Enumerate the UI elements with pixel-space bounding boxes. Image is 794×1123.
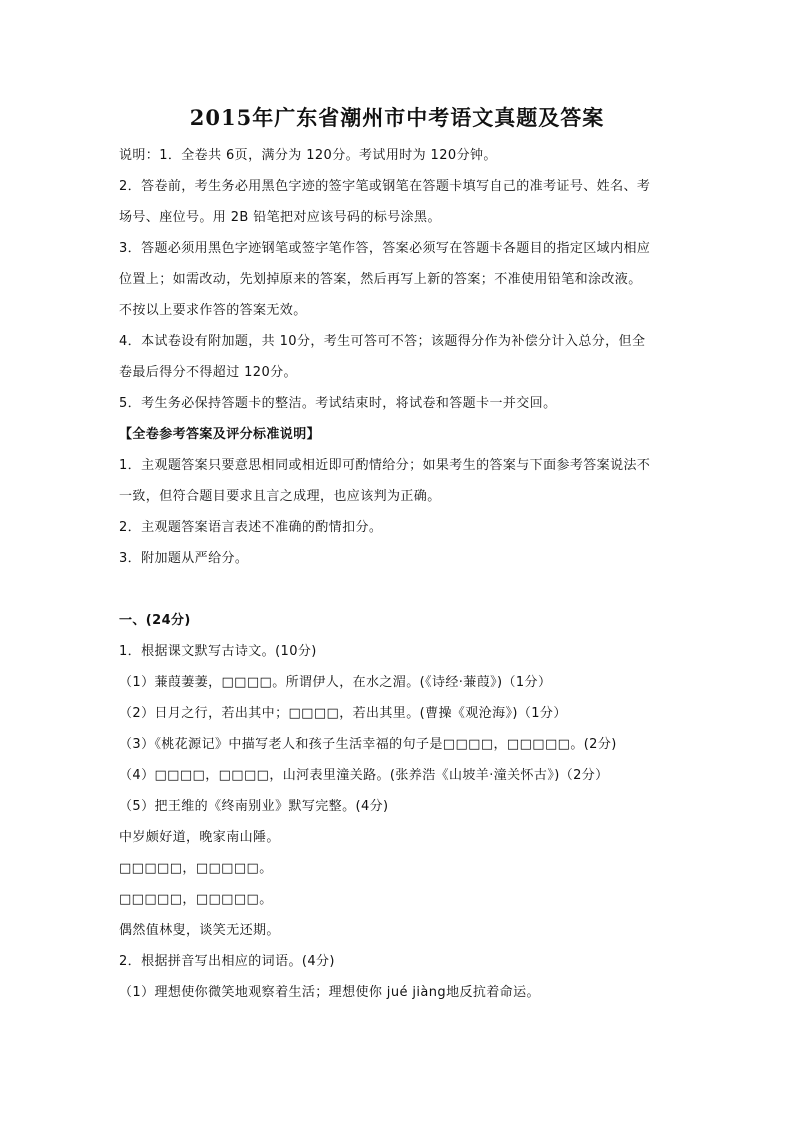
scoring-section-heading: 【全卷参考答案及评分标准说明】 (119, 427, 321, 442)
document-body (119, 140, 679, 1008)
question-item: （5）把王维的《终南别业》默写完整。(4分) (119, 799, 389, 814)
part-one-heading: 一、(24分) (119, 613, 191, 628)
instruction-line: 4．本试卷设有附加题，共 10分，考生可答可不答；该题得分作为补偿分计入总分，但全 (119, 334, 646, 349)
instruction-line: 不按以上要求作答的答案无效。 (119, 303, 307, 318)
question-heading: 1．根据课文默写古诗文。(10分) (119, 644, 317, 659)
instruction-line: 5．考生务必保持答题卡的整洁。考试结束时，将试卷和答题卡一并交回。 (119, 396, 557, 411)
question-item: （3）《桃花源记》中描写老人和孩子生活幸福的句子是□□□□，□□□□□。(2分) (119, 737, 617, 752)
instruction-line: 卷最后得分不得超过 120分。 (119, 365, 297, 380)
instruction-line: 2．答卷前，考生务必用黑色字迹的签字笔或钢笔在答题卡填写自己的准考证号、姓名、考 (119, 179, 651, 194)
poem-line: 偶然值林叟，谈笑无还期。 (119, 923, 280, 938)
question-item: （1）蒹葭萋萋，□□□□。所谓伊人，在水之湄。(《诗经·蒹葭》)（1分） (119, 675, 552, 690)
instruction-line: 3．答题必须用黑色字迹钢笔或签字笔作答，答案必须写在答题卡各题目的指定区域内相应 (119, 241, 651, 256)
scoring-line: 2．主观题答案语言表述不准确的酌情扣分。 (119, 520, 383, 535)
scoring-line: 3．附加题从严给分。 (119, 551, 249, 566)
question-item: （2）日月之行，若出其中；□□□□，若出其里。(曹操《观沧海》)（1分） (119, 706, 567, 721)
poem-line: □□□□□，□□□□□。 (119, 892, 273, 907)
instruction-line: 位置上；如需改动，先划掉原来的答案，然后再写上新的答案；不准使用铅笔和涂改液。 (119, 272, 642, 287)
scoring-line: 一致，但符合题目要求且言之成理，也应该判为正确。 (119, 489, 441, 504)
question-heading: 2．根据拼音写出相应的词语。(4分) (119, 954, 335, 969)
poem-line: 中岁颇好道，晚家南山陲。 (119, 830, 280, 845)
question-item: （1）理想使你微笑地观察着生活；理想使你 jué jiàng地反抗着命运。 (119, 985, 540, 1000)
question-item: （4）□□□□，□□□□，山河表里潼关路。(张养浩《山坡羊·潼关怀古》)（2分） (119, 768, 609, 783)
instruction-line: 说明：1．全卷共 6页，满分为 120分。考试用时为 120分钟。 (119, 148, 497, 163)
page-title: 2015年广东省潮州市中考语文真题及答案 (189, 105, 605, 130)
instruction-line: 场号、座位号。用 2B 铅笔把对应该号码的标号涂黑。 (119, 210, 441, 225)
scoring-line: 1．主观题答案只要意思相同或相近即可酌情给分；如果考生的答案与下面参考答案说法不 (119, 458, 651, 473)
blank-line (119, 574, 679, 605)
poem-line: □□□□□，□□□□□。 (119, 861, 273, 876)
